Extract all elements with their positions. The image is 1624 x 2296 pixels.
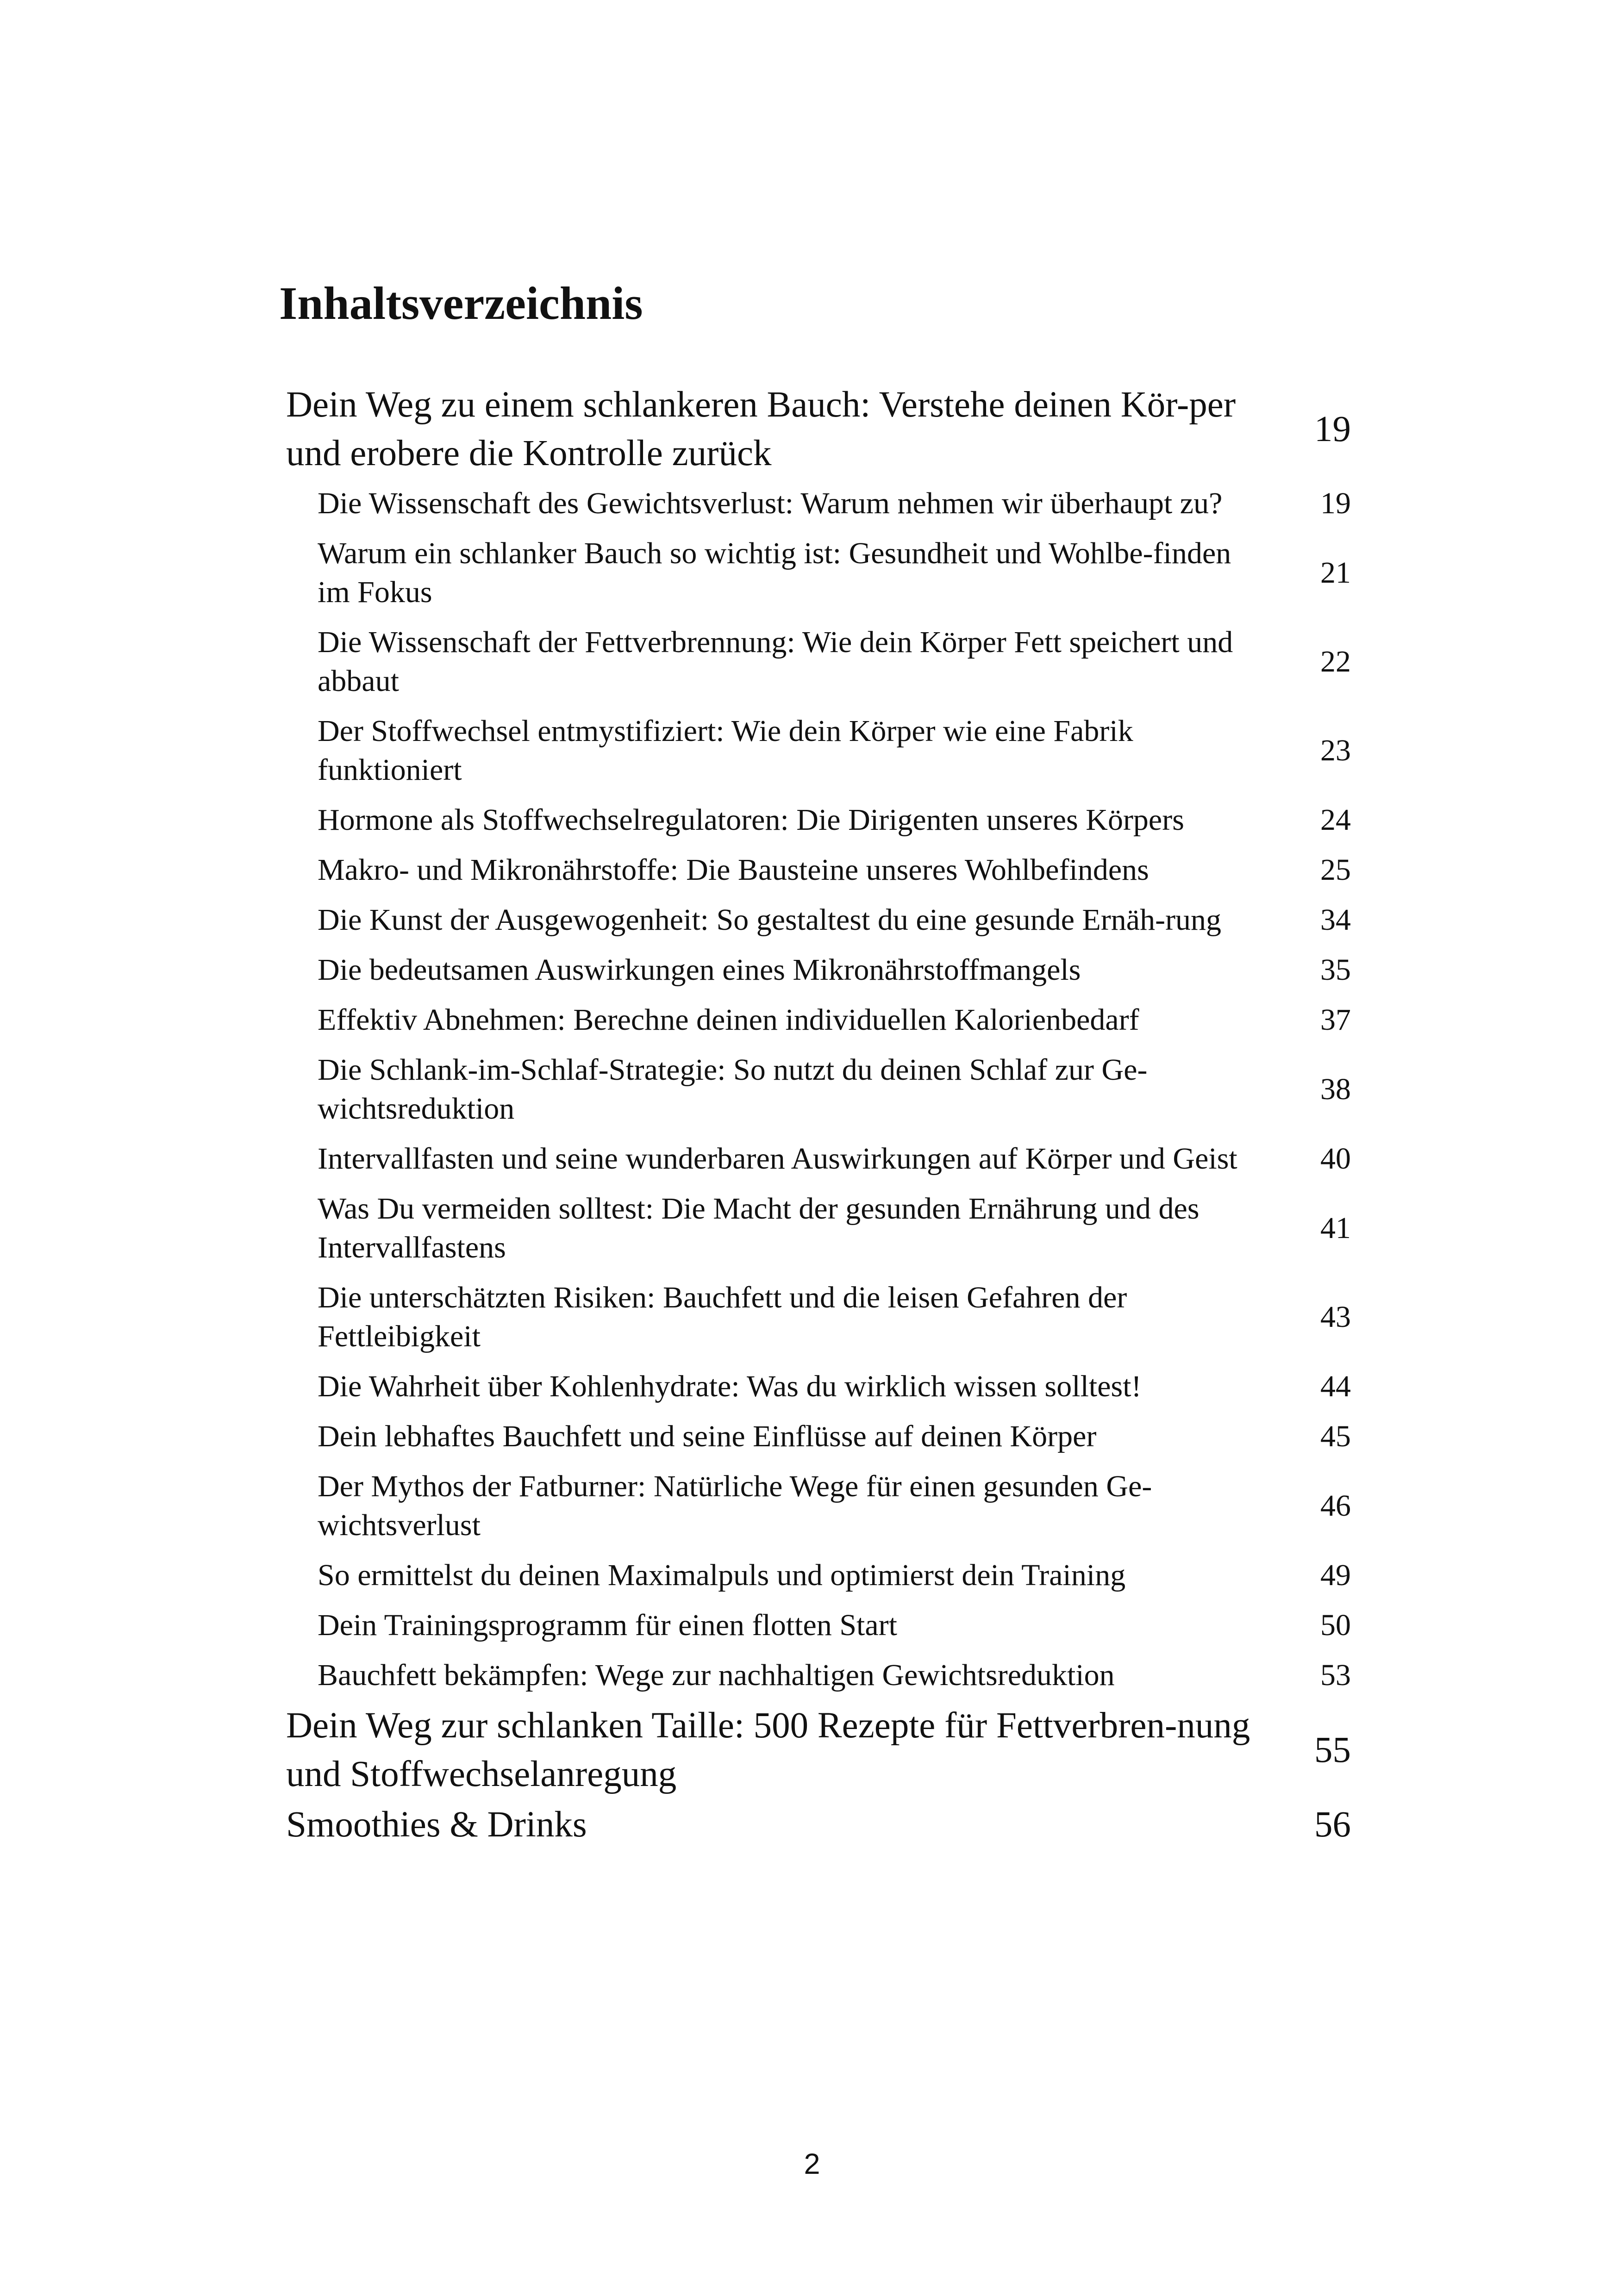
toc-entry[interactable] [286, 380, 1351, 479]
toc-entry-title: Dein Weg zur schlanken Taille: 500 Rezepte für Fettverbren-nung und Stoffwechselanregung [286, 1705, 1250, 1794]
toc-entry-page: 25 [1320, 853, 1351, 887]
toc-entry[interactable] [286, 845, 1351, 895]
toc-entry[interactable] [286, 706, 1351, 795]
toc-entry-title: Die Schlank-im-Schlaf-Strategie: So nutzt du deinen Schlaf zur Ge-wichtsreduktion [318, 1053, 1148, 1126]
toc-entry-title: Die Wahrheit über Kohlenhydrate: Was du wirklich wissen solltest! [318, 1369, 1142, 1403]
toc-entry[interactable] [286, 1184, 1351, 1273]
toc-entry-title: Was Du vermeiden solltest: Die Macht der gesunden Ernährung und des Intervallfastens [318, 1192, 1199, 1264]
toc-entry-page: 56 [1314, 1804, 1351, 1845]
toc-entry-title: Die Wissenschaft des Gewichtsverlust: Warum nehmen wir überhaupt zu? [318, 486, 1223, 520]
toc-entry-title: Bauchfett bekämpfen: Wege zur nachhaltigen Gewichtsreduktion [318, 1658, 1115, 1692]
toc-entry[interactable] [286, 895, 1351, 945]
toc-entry-title: Die Wissenschaft der Fettverbrennung: Wie dein Körper Fett speichert und abbaut [318, 625, 1233, 698]
toc-entry-page: 21 [1320, 556, 1351, 590]
toc-entry-page: 44 [1320, 1369, 1351, 1403]
page-number: 2 [804, 2148, 820, 2180]
toc-entry-title: Smoothies & Drinks [286, 1804, 587, 1845]
toc-entry-page: 43 [1320, 1300, 1351, 1334]
toc-entry[interactable] [286, 529, 1351, 617]
toc-entry-title: Der Stoffwechsel entmystifiziert: Wie dein Körper wie eine Fabrik funktioniert [318, 714, 1133, 787]
toc-entry-page: 22 [1320, 645, 1351, 678]
toc-entry-page: 19 [1320, 486, 1351, 520]
toc-entry-page: 38 [1320, 1072, 1351, 1106]
toc-entry-title: So ermittelst du deinen Maximalpuls und optimierst dein Training [318, 1558, 1126, 1592]
toc-entry[interactable] [286, 795, 1351, 845]
toc-entry-page: 37 [1320, 1003, 1351, 1037]
toc-entry[interactable] [286, 1462, 1351, 1550]
toc-entry-page: 34 [1320, 903, 1351, 937]
toc-entry-title: Effektiv Abnehmen: Berechne deinen individuellen Kalorienbedarf [318, 1003, 1139, 1037]
toc-entry[interactable] [286, 1700, 1351, 1799]
toc-entry[interactable] [286, 1362, 1351, 1412]
toc-entry-page: 46 [1320, 1489, 1351, 1523]
table-of-contents [286, 380, 1351, 1850]
toc-entry-page: 24 [1320, 803, 1351, 837]
toc-entry-page: 53 [1320, 1658, 1351, 1692]
toc-entry-title: Die unterschätzten Risiken: Bauchfett und die leisen Gefahren der Fettleibigkeit [318, 1281, 1127, 1353]
toc-entry-page: 41 [1320, 1211, 1351, 1245]
toc-entry-title: Warum ein schlanker Bauch so wichtig ist: Gesundheit und Wohlbe-finden im Fokus [318, 536, 1231, 609]
toc-entry[interactable] [286, 945, 1351, 995]
toc-entry-title: Die Kunst der Ausgewogenheit: So gestaltest du eine gesunde Ernäh-rung [318, 903, 1222, 937]
toc-entry-title: Makro- und Mikronährstoffe: Die Bausteine unseres Wohlbefindens [318, 853, 1149, 887]
toc-entry[interactable] [286, 1412, 1351, 1462]
toc-entry-title: Dein Trainingsprogramm für einen flotten Start [318, 1608, 897, 1642]
toc-entry-title: Dein lebhaftes Bauchfett und seine Einflüsse auf deinen Körper [318, 1419, 1097, 1453]
toc-entry[interactable] [286, 1134, 1351, 1184]
toc-entry-page: 19 [1314, 409, 1351, 449]
toc-title: Inhaltsverzeichnis [279, 277, 643, 329]
toc-entry-page: 40 [1320, 1142, 1351, 1176]
toc-entry[interactable] [286, 1045, 1351, 1134]
toc-entry-title: Dein Weg zu einem schlankeren Bauch: Verstehe deinen Kör-per und erobere die Kontrolle zurück [286, 385, 1236, 473]
toc-entry-page: 45 [1320, 1419, 1351, 1453]
toc-entry[interactable] [286, 1273, 1351, 1362]
toc-entry[interactable] [286, 617, 1351, 706]
toc-entry[interactable] [286, 1600, 1351, 1650]
toc-entry-page: 23 [1320, 734, 1351, 767]
toc-entry-title: Die bedeutsamen Auswirkungen eines Mikronährstoffmangels [318, 953, 1081, 987]
toc-entry[interactable] [286, 995, 1351, 1045]
toc-entry[interactable] [286, 1650, 1351, 1700]
toc-entry-page: 50 [1320, 1608, 1351, 1642]
toc-entry-page: 35 [1320, 953, 1351, 987]
toc-entry-page: 49 [1320, 1558, 1351, 1592]
toc-entry-page: 55 [1314, 1730, 1351, 1770]
toc-entry-title: Der Mythos der Fatburner: Natürliche Wege für einen gesunden Ge-wichtsverlust [318, 1469, 1152, 1542]
toc-entry-title: Intervallfasten und seine wunderbaren Auswirkungen auf Körper und Geist [318, 1142, 1237, 1176]
toc-entry[interactable] [286, 1550, 1351, 1600]
toc-entry[interactable] [286, 1799, 1351, 1850]
toc-entry[interactable] [286, 479, 1351, 529]
toc-entry-title: Hormone als Stoffwechselregulatoren: Die Dirigenten unseres Körpers [318, 803, 1184, 837]
